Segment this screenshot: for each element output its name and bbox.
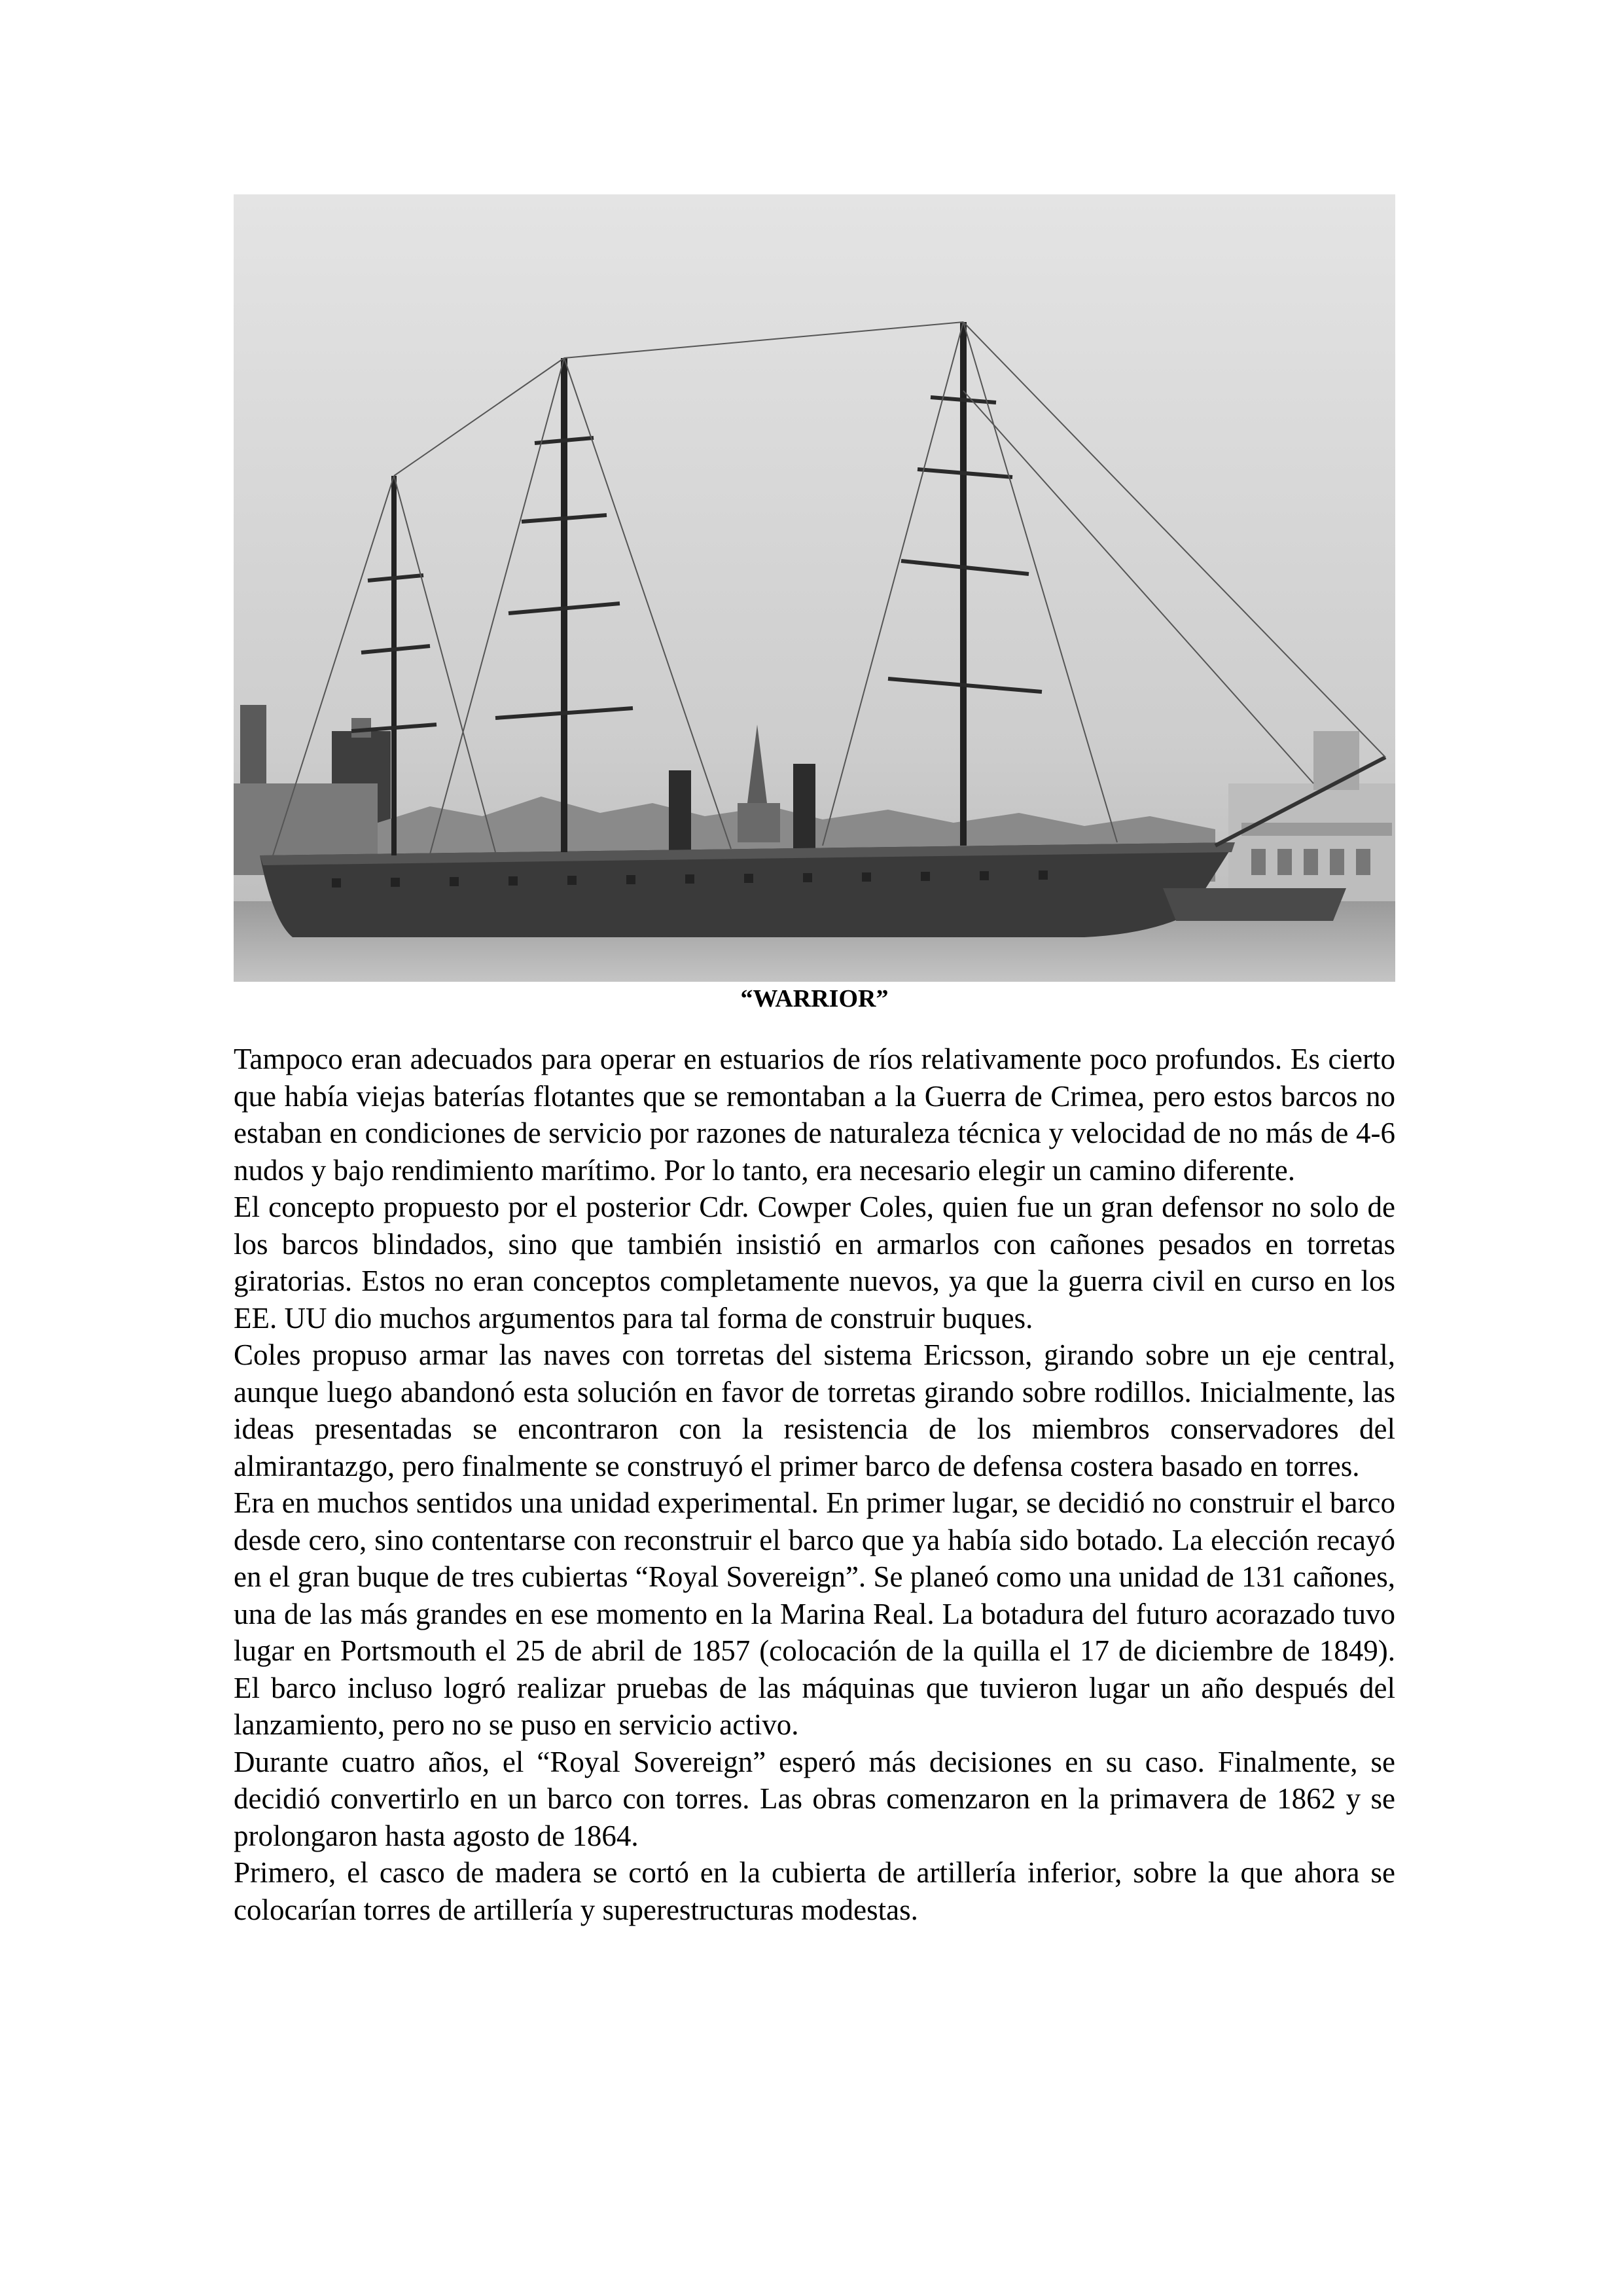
paragraph: Primero, el casco de madera se cortó en la cubierta de artillería inferior, sobre la que ahora se colocarían torres de artillería y superestructuras modestas. (234, 1856, 1395, 1926)
paragraph: Tampoco eran adecuados para operar en estuarios de ríos relativamente poco profundos. Es cierto que había viejas baterías flotantes que se remontaban a la Guerra de Crimea, pero estos barcos no estaban en condiciones de servicio por razones de naturaleza técnica y velocidad de no más de 4-6 nudos y bajo rendimiento marítimo. Por lo tanto, era necesario elegir un camino diferente. (234, 1043, 1395, 1187)
body-text (234, 1041, 1395, 1928)
paragraph: Durante cuatro años, el “Royal Sovereign” esperó más decisiones en su caso. Finalmente, se decidió convertirlo en un barco con torres. Las obras comenzaron en la primavera de 1862 y se prolongaron hasta agosto de 1864. (234, 1745, 1395, 1852)
warrior-ship-photo (234, 194, 1395, 982)
paragraph: Coles propuso armar las naves con torretas del sistema Ericsson, girando sobre un eje central, aunque luego abandonó esta solución en favor de torretas girando sobre rodillos. Inicialmente, las ideas presentadas se encontraron con la resistencia de los miembros conservadores del almirantazgo, pero finalmente se construyó el primer barco de defensa costera basado en torres. (234, 1338, 1395, 1482)
paragraph: Era en muchos sentidos una unidad experimental. En primer lugar, se decidió no construir el barco desde cero, sino contentarse con reconstruir el barco que ya había sido botado. La elección recayó en el gran buque de tres cubiertas “Royal Sovereign”. Se planeó como una unidad de 131 cañones, una de las más grandes en ese momento en la Marina Real. La botadura del futuro acorazado tuvo lugar en Portsmouth el 25 de abril de 1857 (colocación de la quilla el 17 de diciembre de 1849). El barco incluso logró realizar pruebas de las máquinas que tuvieron lugar un año después del lanzamiento, pero no se puso en servicio activo. (234, 1486, 1395, 1741)
figure-caption: “WARRIOR” (740, 985, 889, 1013)
paragraph: El concepto propuesto por el posterior Cdr. Cowper Coles, quien fue un gran defensor no solo de los barcos blindados, sino que también insistió en armarlos con cañones pesados en torretas giratorias. Estos no eran conceptos completamente nuevos, ya que la guerra civil en curso en los EE. UU dio muchos argumentos para tal forma de construir buques. (234, 1191, 1395, 1335)
